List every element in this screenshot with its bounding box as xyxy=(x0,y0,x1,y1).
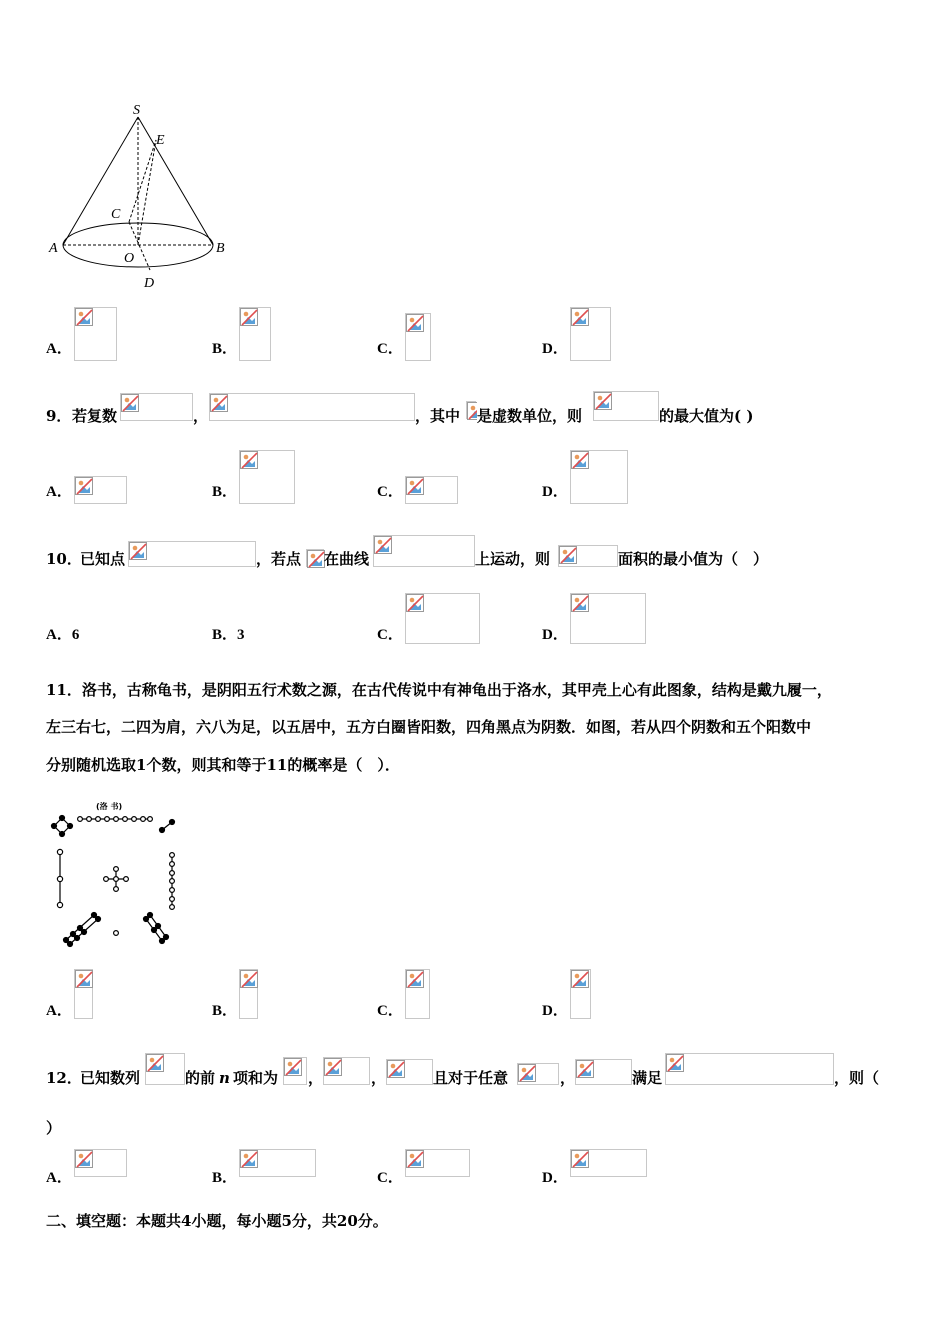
q12-comma-2: ， xyxy=(371,1069,387,1087)
q9-option-a-image xyxy=(74,476,127,504)
q12-option-a-label: A． xyxy=(46,1170,72,1186)
q10-formula-p xyxy=(306,549,324,567)
q9-option-d-image xyxy=(570,450,628,504)
q11-option-b-label: B． xyxy=(212,1003,238,1019)
q12-option-d-image xyxy=(570,1149,647,1177)
q9-option-c-image xyxy=(405,476,458,504)
q8-option-c-label: C． xyxy=(377,341,403,357)
q9-option-b-image xyxy=(239,450,295,504)
q12-option-b-image xyxy=(239,1149,316,1177)
q12-text-3: 项和为 xyxy=(233,1069,279,1087)
q10-formula-curve xyxy=(373,535,475,567)
q11-option-d-image xyxy=(570,969,591,1019)
q11-line-3: 分别随机选取1个数，则其和等于11的概率是（ ）． xyxy=(46,756,400,774)
luoshu-figure xyxy=(46,795,186,950)
q12-text-7: ） xyxy=(46,1119,62,1137)
q12-text-2: 的前 xyxy=(185,1069,216,1087)
q11-option-c-label: C． xyxy=(377,1003,403,1019)
segment-ce xyxy=(129,140,156,222)
q12-option-d-label: D． xyxy=(542,1170,568,1186)
q10-option-d-label: D． xyxy=(542,627,568,643)
q9-option-d-label: D． xyxy=(542,484,568,500)
q10-text-4: 上运动，则 xyxy=(475,550,551,568)
cone-figure xyxy=(40,100,240,300)
q12-text-5: 满足 xyxy=(632,1069,663,1087)
q9-formula-expr xyxy=(593,391,659,421)
q12-text-1: 已知数列 xyxy=(80,1069,141,1087)
q10-text-1: 已知点 xyxy=(80,550,126,568)
q10-number: 10． xyxy=(46,550,82,568)
q12-number: 12． xyxy=(46,1069,82,1087)
q8-option-b-image xyxy=(239,307,271,361)
q12-formula-a2 xyxy=(386,1059,433,1085)
q11-line-1: 11．洛书，古称龟书，是阴阳五行术数之源，在古代传说中有神龟出于洛水，其甲壳上心有此图象，结构是戴九履一， xyxy=(46,681,832,699)
q11-option-a-label: A． xyxy=(46,1003,72,1019)
q9-formula-i xyxy=(466,401,476,419)
label-o: O xyxy=(124,251,135,266)
q12-option-b-label: B． xyxy=(212,1170,238,1186)
q12-option-a-image xyxy=(74,1149,127,1177)
q10-text-2: ，若点 xyxy=(256,550,302,568)
q9-number: 9． xyxy=(46,407,72,425)
q8-option-a-image xyxy=(74,307,117,361)
q12-option-c-label: C． xyxy=(377,1170,403,1186)
q8-option-b-label: B． xyxy=(212,341,238,357)
q9-formula-z xyxy=(120,393,193,421)
q9-option-a-label: A． xyxy=(46,484,72,500)
q11-line-2: 左三右七，二四为肩，六八为足，以五居中，五方白圈皆阳数，四角黑点为阴数．如图，若从四个阴数和五个阳数中 xyxy=(46,718,812,736)
q8-option-a-label: A． xyxy=(46,341,72,357)
q11-option-c-image xyxy=(405,969,430,1019)
q8-option-c-image xyxy=(405,313,431,361)
q8-option-d-image xyxy=(570,307,611,361)
q10-option-d-image xyxy=(570,593,646,644)
q12-formula-recurrence xyxy=(665,1053,834,1085)
q12-n: n xyxy=(219,1069,230,1087)
q12-formula-an xyxy=(575,1059,632,1085)
q9-text-4: 是虚数单位，则 xyxy=(477,407,583,425)
q12-text-4: 且对于任意 xyxy=(433,1069,509,1087)
q9-text-1: 若复数 xyxy=(72,407,118,425)
q12-text-6: ，则（ xyxy=(834,1069,880,1087)
label-e: E xyxy=(156,133,165,148)
q9-text-5: 的最大值为( ) xyxy=(659,407,754,425)
label-d: D xyxy=(144,276,155,291)
q10-option-b: B．3 xyxy=(212,627,245,643)
q10-text-5: 面积的最小值为（ ） xyxy=(618,550,769,568)
q11-option-b-image xyxy=(239,969,258,1019)
label-b: B xyxy=(216,241,225,256)
q11-option-d-label: D． xyxy=(542,1003,568,1019)
q9-formula-condition xyxy=(209,393,415,421)
q11-option-a-image xyxy=(74,969,93,1019)
label-s: S xyxy=(133,103,140,118)
section-2-heading: 二、填空题：本题共4小题，每小题5分，共20分。 xyxy=(46,1212,388,1230)
q10-text-3: 在曲线 xyxy=(324,550,370,568)
q9-option-b-label: B． xyxy=(212,484,238,500)
q12-formula-n-range xyxy=(517,1063,559,1085)
label-c: C xyxy=(111,207,121,222)
q12-comma-3: ， xyxy=(560,1069,576,1087)
q10-option-c-image xyxy=(405,593,480,644)
q12-formula-a1 xyxy=(323,1057,370,1085)
q12-formula-sequence xyxy=(145,1053,185,1085)
q9-text-3: ，其中 xyxy=(415,407,461,425)
q10-formula-points xyxy=(128,541,256,567)
q12-comma-1: ， xyxy=(308,1069,324,1087)
q10-option-a: A．6 xyxy=(46,627,80,643)
segment-oe xyxy=(138,140,156,245)
label-a: A xyxy=(49,241,58,256)
q8-option-d-label: D． xyxy=(542,341,568,357)
q10-formula-triangle xyxy=(558,545,618,567)
q9-option-c-label: C． xyxy=(377,484,403,500)
q9-text-2: ， xyxy=(193,407,209,425)
luoshu-title: (洛 书) xyxy=(96,802,123,811)
q12-option-c-image xyxy=(405,1149,470,1177)
q10-option-c-label: C． xyxy=(377,627,403,643)
q12-formula-sn xyxy=(283,1057,307,1085)
